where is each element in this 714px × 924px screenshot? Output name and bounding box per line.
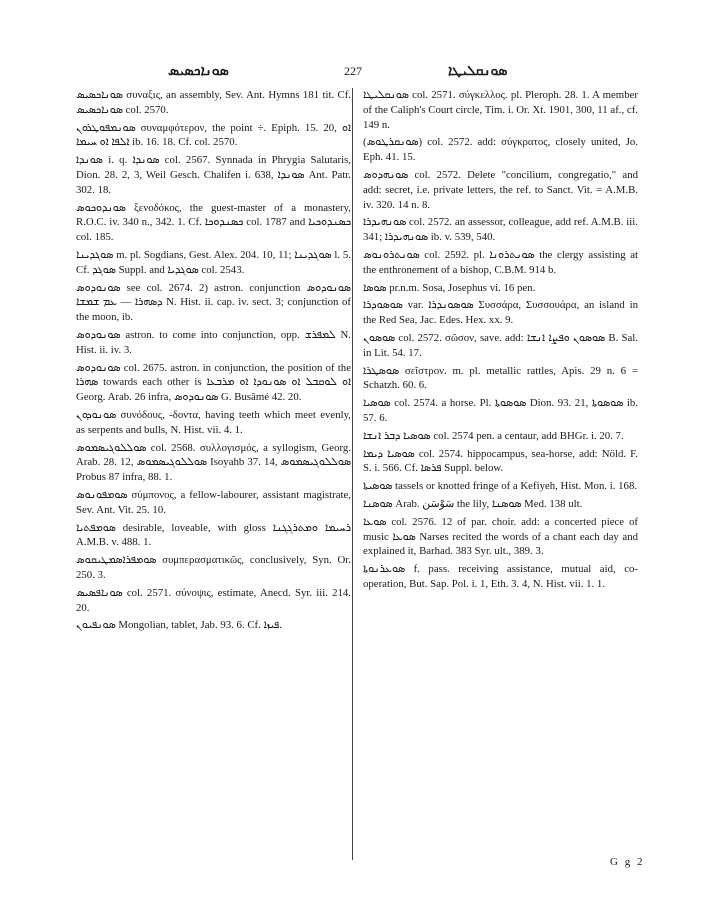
- running-head-right: ܣܘܢܩܠܝܛܐ: [448, 64, 508, 79]
- dictionary-entry: ܣܘܣܢܐ Arab. سَوْسَن the lily, ܣܘܣܢܐ Med. 138 ult.: [363, 497, 583, 510]
- dictionary-entry: ܣܘܣܘܢ col. 2572. σῶσον, save. add: ܣܘܣܘܢ ܘܦܨܐ ܐܢܫܐ B. Sal. in Lit. 54. 17.: [363, 331, 639, 359]
- dictionary-entry: ܣܘܣܘܕܪܐ var. ܣܘܣܘܢܕܪܐ Συσσάρα, Συσσουάρα, an island in the Red Sea, Jac. Edes. Hex. xx. 9.: [363, 299, 638, 327]
- dictionary-entry: (ܣܘܢܩܪܛܘܣ) col. 2572. add: σύγκρατος, closely united, Jo. Eph. 41. 15.: [363, 136, 638, 164]
- dictionary-entry: ܣܘܢܘܕܘܣ astron. to come into conjunction, opp. ܠܡܦܪܫ N. Hist. ii. iv. 3.: [76, 328, 352, 356]
- dictionary-entry: ܣܘܢܡܦܘܛܪܘܢ συναμφότερον, the point ÷. Epiph. 15. 20, ܐܘ ܐܠܦܐ ܐܘ ܚܝܡܐ ib. 16. 18. Cf. col. 2570.: [76, 121, 351, 149]
- dictionary-entry: ܣܘܡܦܪܐܣܡܛܝܩܘܣ συμπερασματικῶς, conclusively, Syn. Or. 250. 3.: [76, 554, 351, 581]
- dictionary-entry: ܣܘܥܐ col. 2576. 12 of par. choir. add: a concerted piece of music ܣܘܥܐ Narses recited the words of a chant each day and explained it, Barhad. 383 Syr. ult., 389. 3.: [363, 515, 638, 558]
- dictionary-entry: ܣܘܢܗܝܕܪܐ col. 2572. an assessor, colleague, add ref. A.M.B. iii. 341; ܣܘܢܗܝܕܪܐ ib. v. 539, 540.: [363, 216, 638, 244]
- dictionary-entry: ܣܘܢܕܘܟܘܣ ξενοδόκος, the guest-master of a monastery, R.O.C. iv. 340 n., 342. 1. Cf. ܟܣܢܕܘܟܐ col. 1787 and ܟܣܢܕܘܟܝܐ col. 185.: [76, 201, 351, 244]
- dictionary-entry: ܣܘܣܝܐ ܕܒܪ ܐܢܫܐ col. 2574 pen. a centaur, add BHGr. i. 20. 7.: [363, 429, 624, 442]
- dictionary-entry: ܣܘܢܕܐ i. q. ܣܘܢܕܐ col. 2567. Synnada in Phrygia Salutaris, Dion. 28. 2, 3, Weil Gesch. Chalifen i. 638, ܣܘܢܕܐ Ant. Patr. 302. 18.: [76, 154, 351, 196]
- dictionary-entry: ܣܘܢܘܕܘܣ col. 2675. astron. in conjunction, the position of the ܣܗܪܐ towards each other is ܐܘ ܠܘܩܒܠ ܐܘ ܣܘܢܘܕܐ ܐܘ ܡܪܒܥܐ Georg. Arab. 26 infra, ܣܘܢܘܕܘܣ G. Busâmé 42. 20.: [76, 361, 352, 404]
- dictionary-entry: ܣܘܣܐ pr.n.m. Sosa, Josephus vi. 16 pen.: [363, 281, 536, 294]
- dictionary-entry: ܣܘܢܗܕܘܣ col. 2572. Delete "concilium, congregatio," and add: secret, i.e. private letters, the ref. to Sanct. Vit. = A.M.B. iv. 320. 14 n. 8.: [363, 168, 638, 211]
- page-number: 227: [344, 64, 362, 78]
- signature-mark: G g 2: [610, 856, 645, 868]
- left-column: [76, 88, 351, 636]
- right-column: [363, 88, 638, 595]
- dictionary-entry: ܣܘܓܕܝܢܐ m. pl. Sogdians, Gest. Alex. 204. 10, 11; ܣܘܓܕܝܢܐ l. 5. Cf. ܣܘܓܕ Suppl. and ܣܘܓܕܝܐ col. 2543.: [76, 248, 351, 276]
- dictionary-entry: ܣܘܢܐܦܣܝܣ col. 2571. σύνοψις, estimate, Anecd. Syr. iii. 214. 20.: [76, 586, 351, 614]
- dictionary-entry: ܣܘܢܩܠܝܛܐ col. 2571. σύγκελλος. pl. Pleroph. 28. 1. A member of the Caliph's Court circle, Tim. i. Or. Xt. 1901, 300, 11 af., cf. 149 n.: [363, 89, 638, 131]
- dictionary-entry: ܣܘܢܐܟܣܝܣ συναξις, an assembly, Sev. Ant. Hymns 181 tit. Cf. ܣܘܢܐܟܣܝܣ col. 2570.: [76, 89, 351, 116]
- dictionary-entry: ܣܘܡܦܬܝܐ desirable, loveable, with gloss ܪܚܝܡܐ ܘܡܬܪܓܓܢܐ A.M.B. v. 488. 1.: [76, 521, 351, 549]
- running-head-left: ܣܘܢܐܟܣܝܣ: [168, 64, 229, 79]
- dictionary-entry: ܣܘܣܛܪܐ σεῖστρον. m. pl. metallic rattles, Apis. 29 n. 6 = Schatzh. 60. 6.: [363, 364, 638, 392]
- dictionary-entry: ܣܘܣܝܬܐ tassels or knotted fringe of a Kefiyeh, Hist. Mon. i. 168.: [363, 480, 638, 493]
- dictionary-entry: ܣܘܢܘܕܘܣ see col. 2674. 2) astron. conjunction ܣܘܢܘܕܘܣ ܕܣܗܪܐ — ܥܡ ܫܡܫܐ N. Hist. ii. cap. iv. sect. 3; conjunction of the moon, ib.: [76, 281, 351, 324]
- dictionary-entry: ܣܘܥܪܢܘܬܐ f. pass. receiving assistance, mutual aid, co-operation, But. Sap. Pol. i. 1, Eth. 3. 4, N. Hist. vii. 1. 1.: [363, 563, 638, 590]
- dictionary-entry: ܣܘܢܘܕܘܢ συνόδους, -δοντα, having teeth which meet evenly, as serpents and bulls, N. Hist. vii. 4. 1.: [76, 408, 351, 436]
- dictionary-entry: ܣܘܢܦܝܘܢ Mongolian, tablet, Jab. 93. 6. Cf. ܦܝܙܐ.: [76, 619, 282, 632]
- dictionary-entry: ܣܘܢܬܪܘܢܘܣ col. 2592. pl. ܣܘܢܬܪܘܢܐ the clergy assisting at the enthronement of a bishop, C.B.M. 914 b.: [363, 248, 638, 276]
- column-rule: [352, 88, 353, 860]
- dictionary-entry: ܣܘܣܝܐ ܕܝܡܐ col. 2574. hippocampus, sea-horse, add: Nöld. F. S. i. 566. Cf. ܦܪܣܐ Suppl. below.: [363, 447, 638, 475]
- dictionary-entry: ܣܘܠܠܘܓܝܣܡܘܣ col. 2568. συλλογισμός, a syllogism, Georg. Arab. 28. 12, ܣܘܠܠܘܓܝܣܡܘܣ Isoyahb 37. 14, ܣܘܠܠܘܓܝܣܡܘܣ Probus 87 infra, 88. 1.: [76, 441, 351, 484]
- dictionary-entry: ܣܘܡܦܘܢܘܣ σύμπονος, a fellow-labourer, assistant magistrate, Sev. Ant. Vit. 25. 10.: [76, 488, 351, 516]
- dictionary-entry: ܣܘܣܝܐ col. 2574. a horse. Pl. ܣܘܣܘܬܐ Dion. 93. 21, ܣܘܣܘܬܐ ib. 57. 6.: [363, 397, 638, 424]
